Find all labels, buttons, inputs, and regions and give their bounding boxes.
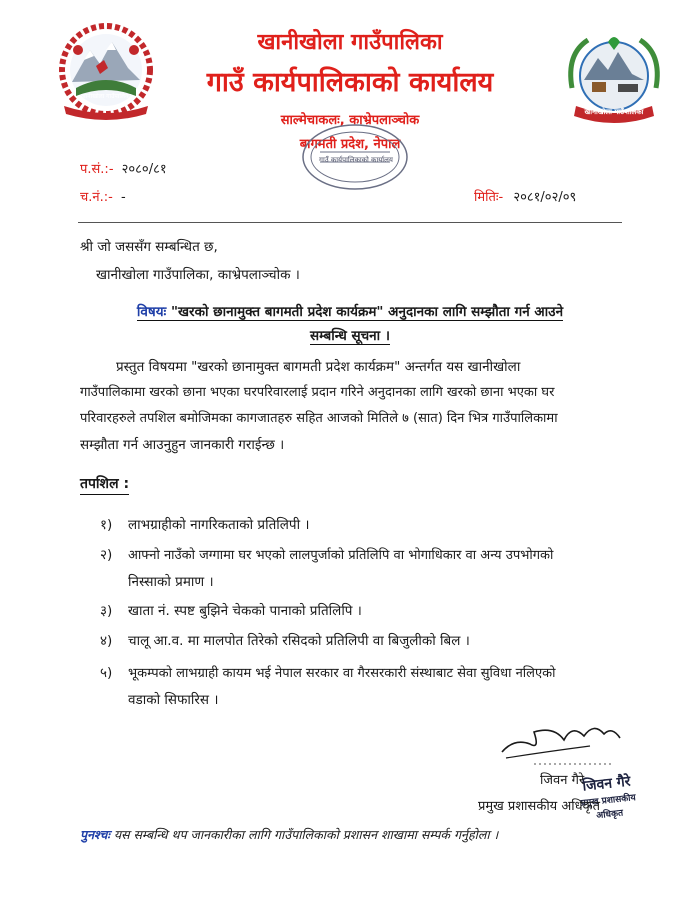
name-stamp-name: जिवन गैरे (581, 773, 632, 795)
details-item-2-num: २) (100, 547, 113, 563)
body-line-3: परिवारहरुले तपशिल बमोजिमका कागजातहरु सहित आजको मितिले ७ (सात) दिन भित्र गाउँपालिकामा (80, 411, 558, 426)
subject-line-2: सम्बन्धि सूचना । (310, 328, 390, 344)
footer-text: यस सम्बन्धि थप जानकारीका लागि गाउँपालिकाको प्रशासन शाखामा सम्पर्क गर्नुहोला । (113, 827, 499, 842)
signature-scribble (494, 712, 634, 772)
footer-note (80, 826, 640, 843)
details-heading: तपशिल : (80, 474, 129, 495)
body-line-4: सम्झौता गर्न आउनुहुन जानकारी गराईन्छ । (80, 437, 285, 453)
dispatch-number (80, 187, 126, 205)
office-province: बागमती प्रदेश, नेपाल (299, 137, 401, 152)
body-line-2: गाउँपालिकामा खरको छाना भएका घरपरिवारलाई प्रदान गरिने अनुदानका लागि खरको छाना भएका घर (80, 385, 555, 400)
ref-value: २०८०/८१ (121, 162, 167, 177)
details-item-4 (100, 628, 620, 654)
details-item-5 (100, 660, 620, 713)
details-item-1 (100, 512, 620, 538)
details-item-1-num: १) (100, 517, 113, 533)
details-item-5-num: ५) (100, 665, 113, 681)
details-item-3-text: खाता नं. स्पष्ट बुझिने चेकको पानाको प्रतिलिपि । (128, 603, 362, 619)
recipient-line-2: खानीखोला गाउँपालिका, काभ्रेपलाञ्चोक । (96, 267, 300, 283)
ref-label: प.सं.:- (80, 162, 114, 177)
date-label: मितिः- (474, 190, 504, 205)
ref-number (80, 159, 167, 177)
signatory-title: प्रमुख प्रशासकीय अधिकृत (478, 799, 601, 814)
details-item-5-text: भूकम्पको लाभग्राही कायम भई नेपाल सरकार वा गैरसरकारी संस्थाबाट सेवा सुविधा नलिएको (128, 666, 556, 681)
details-item-3 (100, 598, 620, 624)
details-item-2-text-cont: निस्साको प्रमाण । (128, 574, 214, 590)
municipality-title: खानीखोला गाउँपालिका (257, 30, 443, 55)
dispatch-value: - (120, 190, 126, 205)
header-divider (78, 222, 622, 223)
office-title: गाउँ कार्यपालिकाको कार्यालय (206, 67, 494, 98)
subject-line-1: "खरको छानामुक्त बागमती प्रदेश कार्यक्रम" अनुदानका लागि सम्झौता गर्न आउने (170, 304, 564, 320)
right-logo-caption: खानीखोला गाउँपालिका (584, 108, 644, 116)
body-line-1: प्रस्तुत विषयमा "खरको छानामुक्त बागमती प्रदेश कार्यक्रम" अन्तर्गत यस खानीखोला (116, 359, 521, 375)
footer-label: पुनश्चः (80, 827, 110, 842)
office-stamp-text: गाउँ कार्यपालिकाको कार्यालय (319, 156, 393, 164)
details-item-4-num: ४) (100, 633, 113, 649)
office-address: साल्मेचाकलः, काभ्रेपलाञ्चोक (280, 113, 420, 128)
body-paragraph (80, 354, 624, 458)
recipient-line-1: श्री जो जससँग सम्बन्धित छ, (80, 239, 218, 255)
details-item-5-text-cont: वडाको सिफारिस । (128, 692, 219, 708)
letter-date (474, 187, 576, 205)
details-item-2-text: आफ्नो नाउँको जग्गामा घर भएको लालपुर्जाको प्रतिलिपि वा भोगाधिकार वा अन्य उपभोगको (128, 548, 554, 563)
details-item-3-num: ३) (100, 603, 113, 619)
details-item-2 (100, 542, 620, 595)
date-value: २०८१/०२/०९ (513, 190, 577, 205)
left-logo-caption: खानीखोला गाउँपालिका (80, 93, 132, 100)
details-item-4-text: चालू आ.व. मा मालपोत तिरेको रसिदको प्रतिलिपी वा बिजुलीको बिल । (128, 633, 470, 649)
dispatch-label: च.नं.:- (80, 190, 113, 205)
details-item-1-text: लाभग्राहीको नागरिकताको प्रतिलिपी । (128, 517, 310, 533)
subject-label: विषयः (136, 304, 167, 320)
signatory-name: जिवन गैरे (540, 773, 585, 788)
name-stamp-title: प्रमुख प्रशासकीय अधिकृत (580, 793, 637, 822)
subject (80, 300, 620, 348)
